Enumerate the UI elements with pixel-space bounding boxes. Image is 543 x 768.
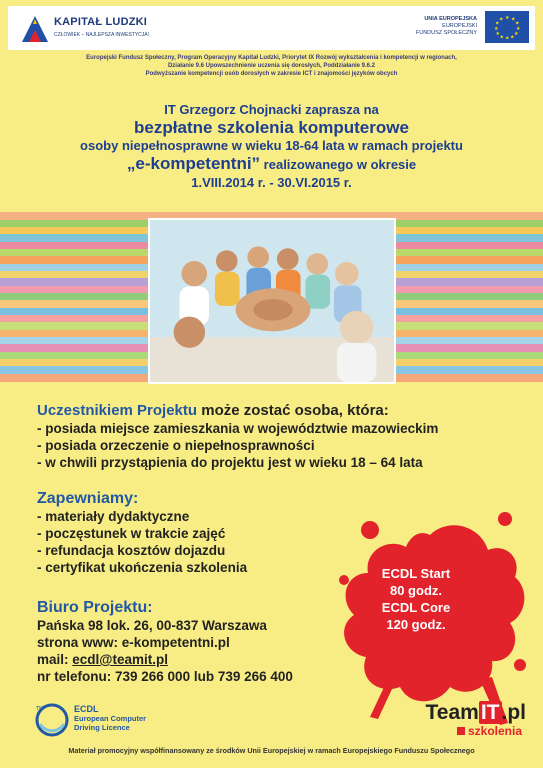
splash-line-3: ECDL Core bbox=[381, 600, 451, 615]
www-label: strona www: bbox=[37, 635, 122, 650]
office-www-row bbox=[37, 634, 367, 651]
phone-numbers: 739 266 000 lub 739 266 400 bbox=[115, 669, 293, 684]
office-phone-row bbox=[37, 668, 367, 685]
ecdl-line-2: European Computer bbox=[74, 714, 147, 723]
footer-note: Materiał promocyjny współfinansowany ze środków Unii Europejskiej w ramach Europejskiego Funduszu Społecznego bbox=[68, 746, 475, 755]
eu-line2: FUNDUSZ SPOŁECZNY bbox=[415, 30, 477, 36]
teamit-szkolenia: szkolenia bbox=[467, 724, 522, 738]
kapital-ludzki-logo bbox=[20, 14, 50, 44]
teamit-it: IT bbox=[480, 701, 500, 724]
splash-line-2: 80 godz. bbox=[389, 583, 442, 598]
svg-text:★: ★ bbox=[510, 34, 515, 41]
participant-title-suffix: może zostać osoba, która: bbox=[197, 402, 389, 419]
participant-section bbox=[37, 401, 507, 471]
participant-item-1: - posiada miejsce zamieszkania w województwie mazowieckim bbox=[37, 421, 439, 436]
svg-text:★: ★ bbox=[494, 26, 499, 32]
invite-line-3: osoby niepełnosprawne w wieku 18-64 lata w ramach projektu bbox=[80, 138, 463, 153]
kapital-ludzki-title: KAPITAŁ LUDZKI bbox=[54, 16, 148, 28]
www-link[interactable]: e-kompetentni.pl bbox=[121, 635, 230, 650]
ecdl-line-1: ECDL bbox=[74, 704, 99, 714]
svg-text:★: ★ bbox=[516, 26, 521, 32]
svg-text:★: ★ bbox=[495, 31, 500, 37]
svg-text:★: ★ bbox=[505, 15, 510, 21]
ecdl-logo-text bbox=[74, 705, 146, 732]
svg-text:★: ★ bbox=[505, 35, 510, 42]
ecdl-emblem-icon bbox=[34, 702, 70, 738]
teamit-logo bbox=[396, 702, 530, 742]
invite-project-line bbox=[0, 155, 543, 174]
ecdl-line-3: Driving Licence bbox=[74, 723, 130, 732]
funding-line-2: Działanie 9.6 Upowszechnienie uczenia się dorosłych, Poddziałanie 9.6.2 bbox=[167, 63, 376, 69]
office-section bbox=[37, 599, 367, 685]
invite-period: 1.VIII.2014 r. - 30.VI.2015 r. bbox=[191, 175, 352, 190]
invite-line-1: IT Grzegorz Chojnacki zaprasza na bbox=[164, 102, 379, 117]
teamit-szkolenia-row bbox=[396, 724, 530, 738]
participant-heading bbox=[37, 401, 507, 420]
teamit-team: Team bbox=[425, 701, 479, 724]
svg-text:★: ★ bbox=[511, 16, 516, 23]
offer-item-2: - poczęstunek w trakcie zajęć bbox=[37, 526, 226, 541]
teamit-wordmark bbox=[396, 702, 530, 724]
teamit-square-icon bbox=[457, 727, 465, 735]
kapital-ludzki-subtitle: CZŁOWIEK – NAJLEPSZA INWESTYCJA! bbox=[54, 32, 150, 38]
offer-title: Zapewniamy: bbox=[37, 490, 139, 507]
svg-text:★: ★ bbox=[495, 20, 500, 27]
eu-title: UNIA EUROPEJSKA bbox=[424, 16, 477, 22]
participant-item-2: - posiada orzeczenie o niepełnosprawności bbox=[37, 438, 315, 453]
invite-headline: bezpłatne szkolenia komputerowe bbox=[134, 118, 409, 137]
svg-text:★: ★ bbox=[499, 34, 504, 41]
splash-text bbox=[366, 565, 466, 633]
eu-text bbox=[377, 16, 477, 37]
offer-item-1: - materiały dydaktyczne bbox=[37, 509, 190, 524]
participant-title: Uczestnikiem Projektu bbox=[37, 402, 198, 419]
group-photo bbox=[148, 218, 396, 384]
funding-line-1: Europejski Fundusz Społeczny, Program Operacyjny Kapitał Ludzki, Priorytet IX Rozwój wykształcenia i kompetencji w regionach, bbox=[86, 55, 457, 61]
splash-line-1: ECDL Start bbox=[381, 566, 451, 581]
offer-section bbox=[37, 490, 337, 576]
funding-info bbox=[30, 54, 513, 78]
office-mail-row bbox=[37, 651, 367, 668]
mail-label: mail: bbox=[37, 652, 73, 667]
offer-item-3: - refundacja kosztów dojazdu bbox=[37, 543, 226, 558]
eu-flag-icon bbox=[485, 11, 529, 43]
mail-link[interactable]: ecdl@teamit.pl bbox=[72, 652, 168, 667]
office-title: Biuro Projektu: bbox=[37, 599, 153, 616]
offer-item-4: - certyfikat ukończenia szkolenia bbox=[37, 560, 248, 575]
header-logos bbox=[8, 6, 535, 50]
svg-text:★: ★ bbox=[499, 16, 504, 23]
project-name: „e-kompetentni” bbox=[126, 154, 261, 173]
svg-text:★: ★ bbox=[514, 31, 519, 37]
svg-text:TM: TM bbox=[36, 706, 44, 712]
invite-line-4-suffix: realizowanego w okresie bbox=[260, 157, 417, 172]
teamit-pl: .pl bbox=[501, 701, 526, 724]
office-address: Pańska 98 lok. 26, 00-837 Warszawa bbox=[37, 618, 267, 633]
funding-line-3: Podwyższanie kompetencji osób dorosłych w zakresie ICT i znajomości języków obcych bbox=[145, 71, 398, 77]
participant-item-3: - w chwili przystąpienia do projektu jest w wieku 18 – 64 lata bbox=[37, 455, 423, 470]
phone-label: nr telefonu: bbox=[37, 669, 115, 684]
invitation bbox=[0, 101, 543, 192]
svg-text:★: ★ bbox=[515, 20, 520, 27]
eu-line1: EUROPEJSKI bbox=[442, 23, 477, 29]
splash-line-4: 120 godz. bbox=[386, 617, 446, 632]
